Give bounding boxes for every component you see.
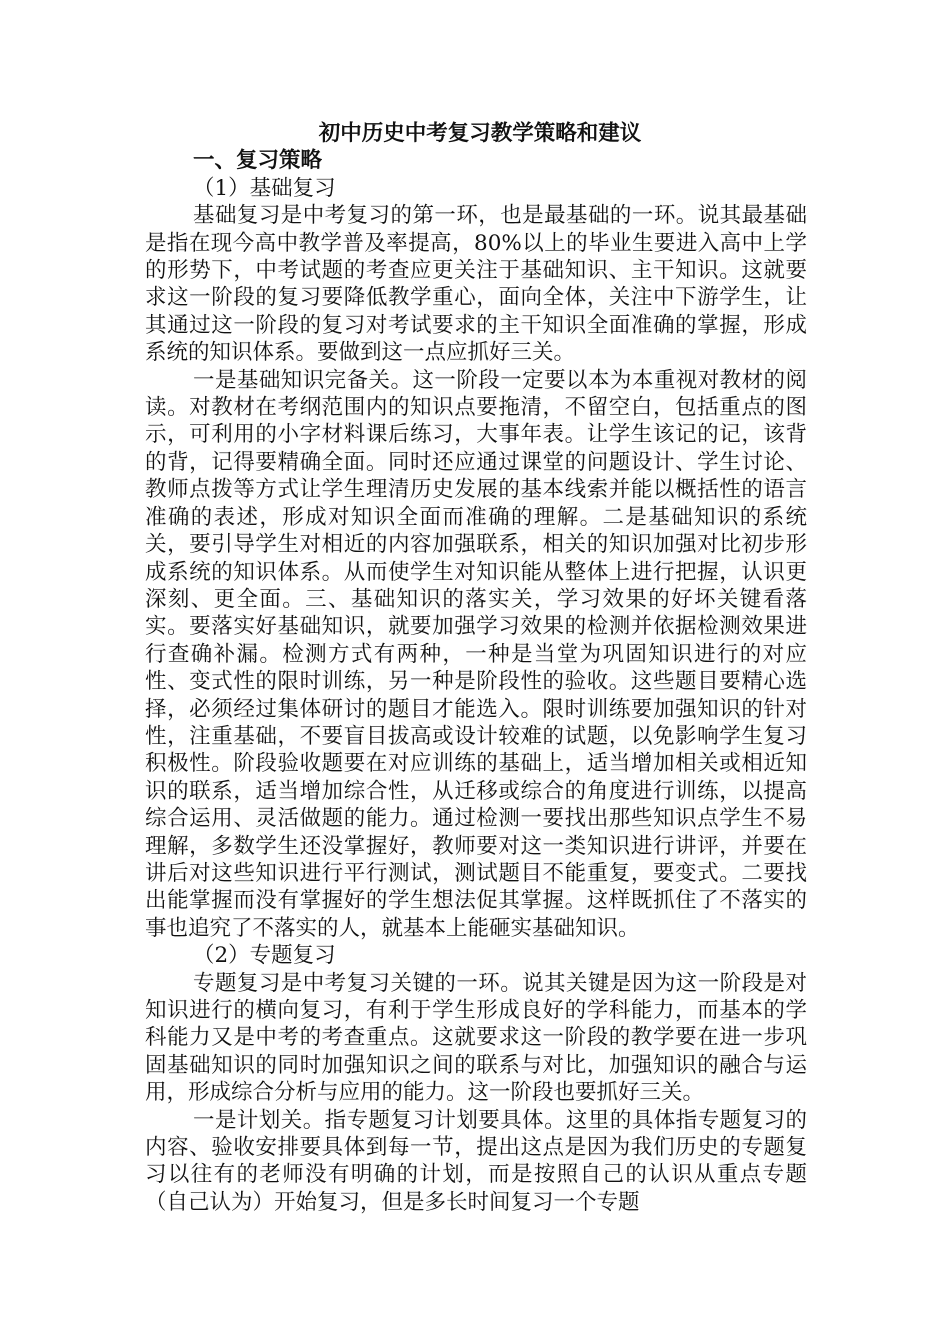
section-heading-review-strategy: 一、复习策略 [193, 148, 323, 174]
document-title: 初中历史中考复习教学策略和建议 [318, 121, 642, 146]
subsection-heading-topic-review: （2）专题复习 [193, 943, 336, 969]
paragraph-basic-review-three-checks: 一是基础知识完备关。这一阶段一定要以本为本重视对教材的阅读。对教材在考纲范围内的知识点要拖清，不留空白，包括重点的图示，可利用的小字材料课后练习，大事年表。让学生该记的记，该背的背，记得要精确全面。同时还应通过课堂的问题设计、学生讨论、教师点拨等方式让学生理清历史发展的基本线索并能以概括性的语言准确的表述，形成对知识全面而准确的理解。二是基础知识的系统关，要引导学生对相近的内容加强联系，相关的知识加强对比初步形成系统的知识体系。从而使学生对知识能从整体上进行把握，认识更深刻、更全面。三、基础知识的落实关，学习效果的好坏关键看落实。要落实好基础知识，就要加强学习效果的检测并依据检测效果进行查确补漏。检测方式有两种，一种是当堂为巩固知识进行的对应性、变式性的限时训练，另一种是阶段性的验收。这些题目要精心选择，必须经过集体研讨的题目才能选入。限时训练要加强知识的针对性，注重基础，不要盲目拔高或设计较难的试题，以免影响学生复习积极性。阶段验收题要在对应训练的基础上，适当增加相关或相近知识的联系，适当增加综合性，从迁移或综合的角度进行训练，以提高综合运用、灵活做题的能力。通过检测一要找出那些知识点学生不易理解，多数学生还没掌握好，教师要对这一类知识进行讲评，并要在讲后对这些知识进行平行测试，测试题目不能重复，要变式。二要找出能掌握而没有掌握好的学生想法促其掌握。这样既抓住了不落实的事也追究了不落实的人，就基本上能砸实基础知识。 [145, 367, 807, 941]
paragraph-topic-review-plan: 一是计划关。指专题复习计划要具体。这里的具体指专题复习的内容、验收安排要具体到每一节，提出这点是因为我们历史的专题复习以往有的老师没有明确的计划，而是按照自己的认识从重点专题（自己认为）开始复习，但是多长时间复习一个专题 [145, 1107, 807, 1215]
paragraph-basic-review-intro: 基础复习是中考复习的第一环，也是最基础的一环。说其最基础是指在现今高中教学普及率提高，80%以上的毕业生要进入高中上学的形势下，中考试题的考查应更关注于基础知识、主干知识。这就要求这一阶段的复习要降低教学重心，面向全体，关注中下游学生，让其通过这一阶段的复习对考试要求的主干知识全面准确的掌握，形成系统的知识体系。要做到这一点应抓好三关。 [145, 203, 807, 366]
subsection-heading-basic-review: （1）基础复习 [193, 175, 336, 201]
document-page [145, 120, 807, 1216]
paragraph-topic-review-intro: 专题复习是中考复习关键的一环。说其关键是因为这一阶段是对知识进行的横向复习，有利于学生形成良好的学科能力，而基本的学科能力又是中考的考查重点。这就要求这一阶段的教学要在进一步巩固基础知识的同时加强知识之间的联系与对比，加强知识的融合与运用，形成综合分析与应用的能力。这一阶段也要抓好三关。 [145, 970, 807, 1106]
